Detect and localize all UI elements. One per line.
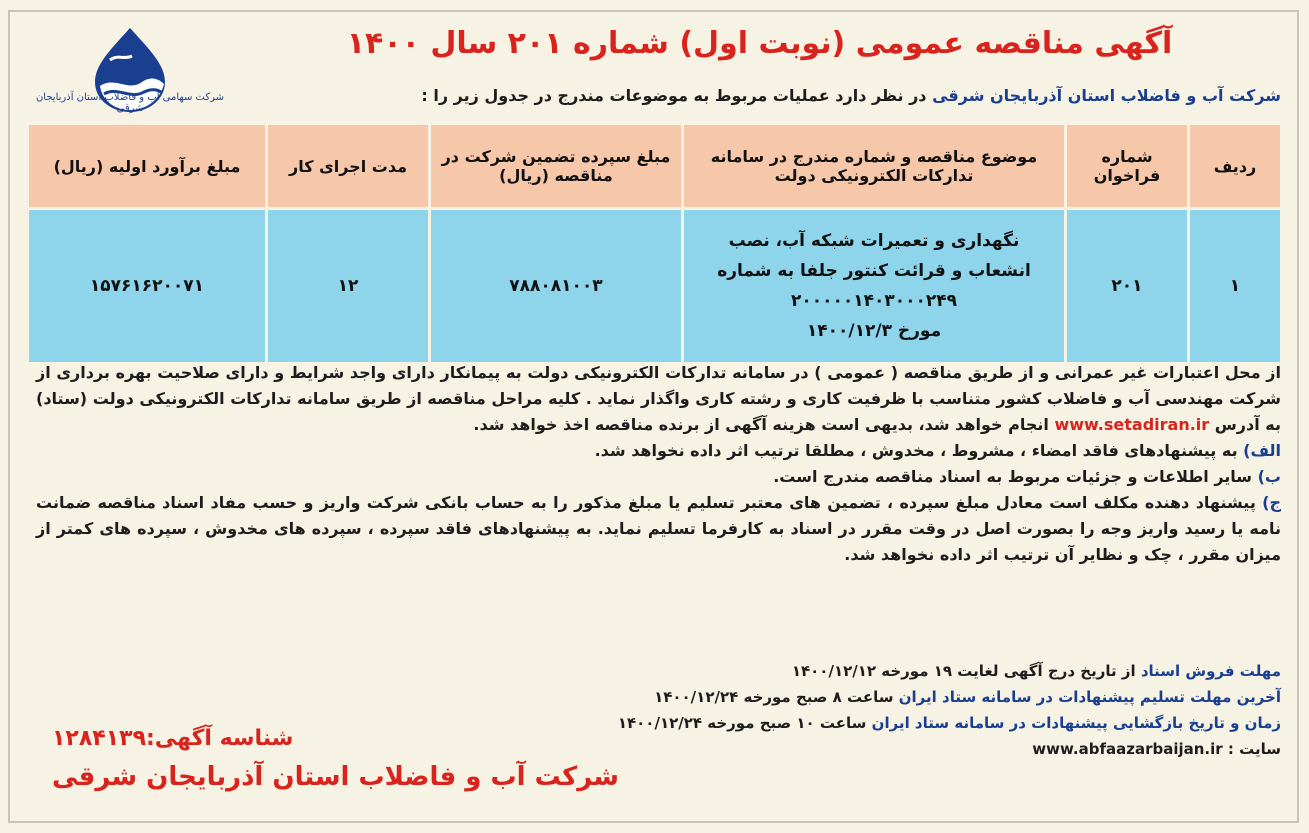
cell-row-number: ۱ — [1189, 209, 1282, 364]
clause-b-label: ب) — [1257, 467, 1281, 486]
header-estimate: مبلغ برآورد اولیه (ریال) — [28, 124, 267, 209]
submit-label: آخرین مهلت تسلیم پیشنهادات در سامانه ستاد ایران — [898, 688, 1281, 706]
table-row — [28, 209, 1282, 364]
header-duration: مدت اجرای کار — [267, 124, 430, 209]
clause-a-label: الف) — [1243, 441, 1281, 460]
intro-text: در نظر دارد عملیات مربوط به موضوعات مندرج در جدول زیر را : — [421, 86, 933, 105]
header-deposit: مبلغ سپرده تضمین شرکت در مناقصه (ریال) — [430, 124, 683, 209]
submit-text: ساعت ۸ صبح مورخه ۱۴۰۰/۱۲/۲۴ — [654, 688, 899, 706]
header-row-number: ردیف — [1189, 124, 1282, 209]
cell-deposit: ۷۸۸۰۸۱۰۰۳ — [430, 209, 683, 364]
doc-sale-text: از تاریخ درج آگهی لغایت ۱۹ مورخه ۱۴۰۰/۱۲/۱۲ — [791, 662, 1141, 680]
body-text-part: از محل اعتبارات غیر عمرانی و از طریق مناقصه ( عمومی ) در سامانه تدارکات الکترونیکی دولت به پیمانکار دارای واجد شرایط و دارای صلاحیت بهره برداری از شرکت مهندسی آب و فاضلاب کشور متناسب با ظرفیت کاری و رشته کاری واگذار نماید . کلیه مراحل مناقصه از طریق سامانه تدارکات الکترونیکی دولت (ستاد) به آدرس — [36, 363, 1281, 434]
subject-line: ۲۰۰۰۰۰۱۴۰۳۰۰۰۲۴۹ — [790, 291, 957, 311]
body-text — [36, 360, 1281, 568]
clause-a-text: به پیشنهادهای فاقد امضاء ، مشروط ، مخدوش ، مطلقا ترتیب اثر داده نخواهد شد. — [594, 441, 1244, 460]
clause-c-text: پیشنهاد دهنده مکلف است معادل مبلغ سپرده ، تضمین های معتبر تسلیم یا مبلغ مذکور را به حساب بانکی شرکت واریز و حسب مفاد اسناد مناقصه ضمانت نامه یا رسید واریز وجه را بصورت اصل در وقت مقرر در اسناد به کارفرما تسلیم نماید. به پیشنهادهای فاقد سپرده ، سپرده های مخدوش ، سپرده های کمتر از میزان مقرر ، چک و نظایر آن ترتیب اثر داده نخواهد شد. — [36, 493, 1281, 564]
opening-label: زمان و تاریخ بازگشایی پیشنهادات در سامانه ستاد ایران — [871, 714, 1281, 732]
ad-id — [52, 726, 293, 751]
clause-c — [36, 490, 1281, 568]
clause-b — [36, 464, 1281, 490]
setad-link[interactable]: www.setadiran.ir — [1054, 415, 1210, 434]
table-header-row — [28, 124, 1282, 209]
intro-line — [421, 86, 1281, 105]
clause-b-text: سایر اطلاعات و جزئیات مربوط به اسناد مناقصه مندرج است. — [773, 467, 1258, 486]
page-title: آگهی مناقصه عمومی (نوبت اول) شماره ۲۰۱ سال ۱۴۰۰ — [346, 26, 1173, 61]
ad-id-value: ۱۲۸۴۱۳۹ — [52, 726, 146, 751]
subject-line: مورخ ۱۴۰۰/۱۲/۳ — [806, 321, 942, 341]
tender-table — [26, 122, 1283, 365]
intro-company: شرکت آب و فاضلاب استان آذربایجان شرقی — [932, 86, 1281, 105]
logo-caption: شرکت سهامی آب و فاضلاب استان آذربایجان شرقی — [35, 92, 225, 114]
doc-sale-deadline — [36, 658, 1281, 684]
header-subject: موضوع مناقصه و شماره مندرج در سامانه تدارکات الکترونیکی دولت — [683, 124, 1066, 209]
subject-line: انشعاب و قرائت کنتور جلفا به شماره — [717, 261, 1031, 281]
opening-text: ساعت ۱۰ صبح مورخه ۱۴۰۰/۱۲/۲۴ — [617, 714, 872, 732]
website-link[interactable]: www.abfaazarbaijan.ir — [1032, 740, 1223, 758]
ad-id-label: شناسه آگهی: — [146, 726, 294, 751]
cell-call-number: ۲۰۱ — [1066, 209, 1189, 364]
cell-duration: ۱۲ — [267, 209, 430, 364]
cell-estimate: ۱۵۷۶۱۶۲۰۰۷۱ — [28, 209, 267, 364]
clause-a — [36, 438, 1281, 464]
subject-line: نگهداری و تعمیرات شبکه آب، نصب — [728, 231, 1020, 251]
clause-c-label: ج) — [1262, 493, 1281, 512]
doc-sale-label: مهلت فروش اسناد — [1140, 662, 1281, 680]
submit-deadline — [36, 684, 1281, 710]
body-paragraph — [36, 360, 1281, 438]
website-label: سایت : — [1222, 740, 1281, 758]
footer-company: شرکت آب و فاضلاب استان آذربایجان شرقی — [52, 762, 619, 792]
header-call-number: شماره فراخوان — [1066, 124, 1189, 209]
cell-subject — [683, 209, 1066, 364]
body-text-part: انجام خواهد شد، بدیهی است هزینه آگهی از برنده مناقصه اخذ خواهد شد. — [473, 415, 1055, 434]
